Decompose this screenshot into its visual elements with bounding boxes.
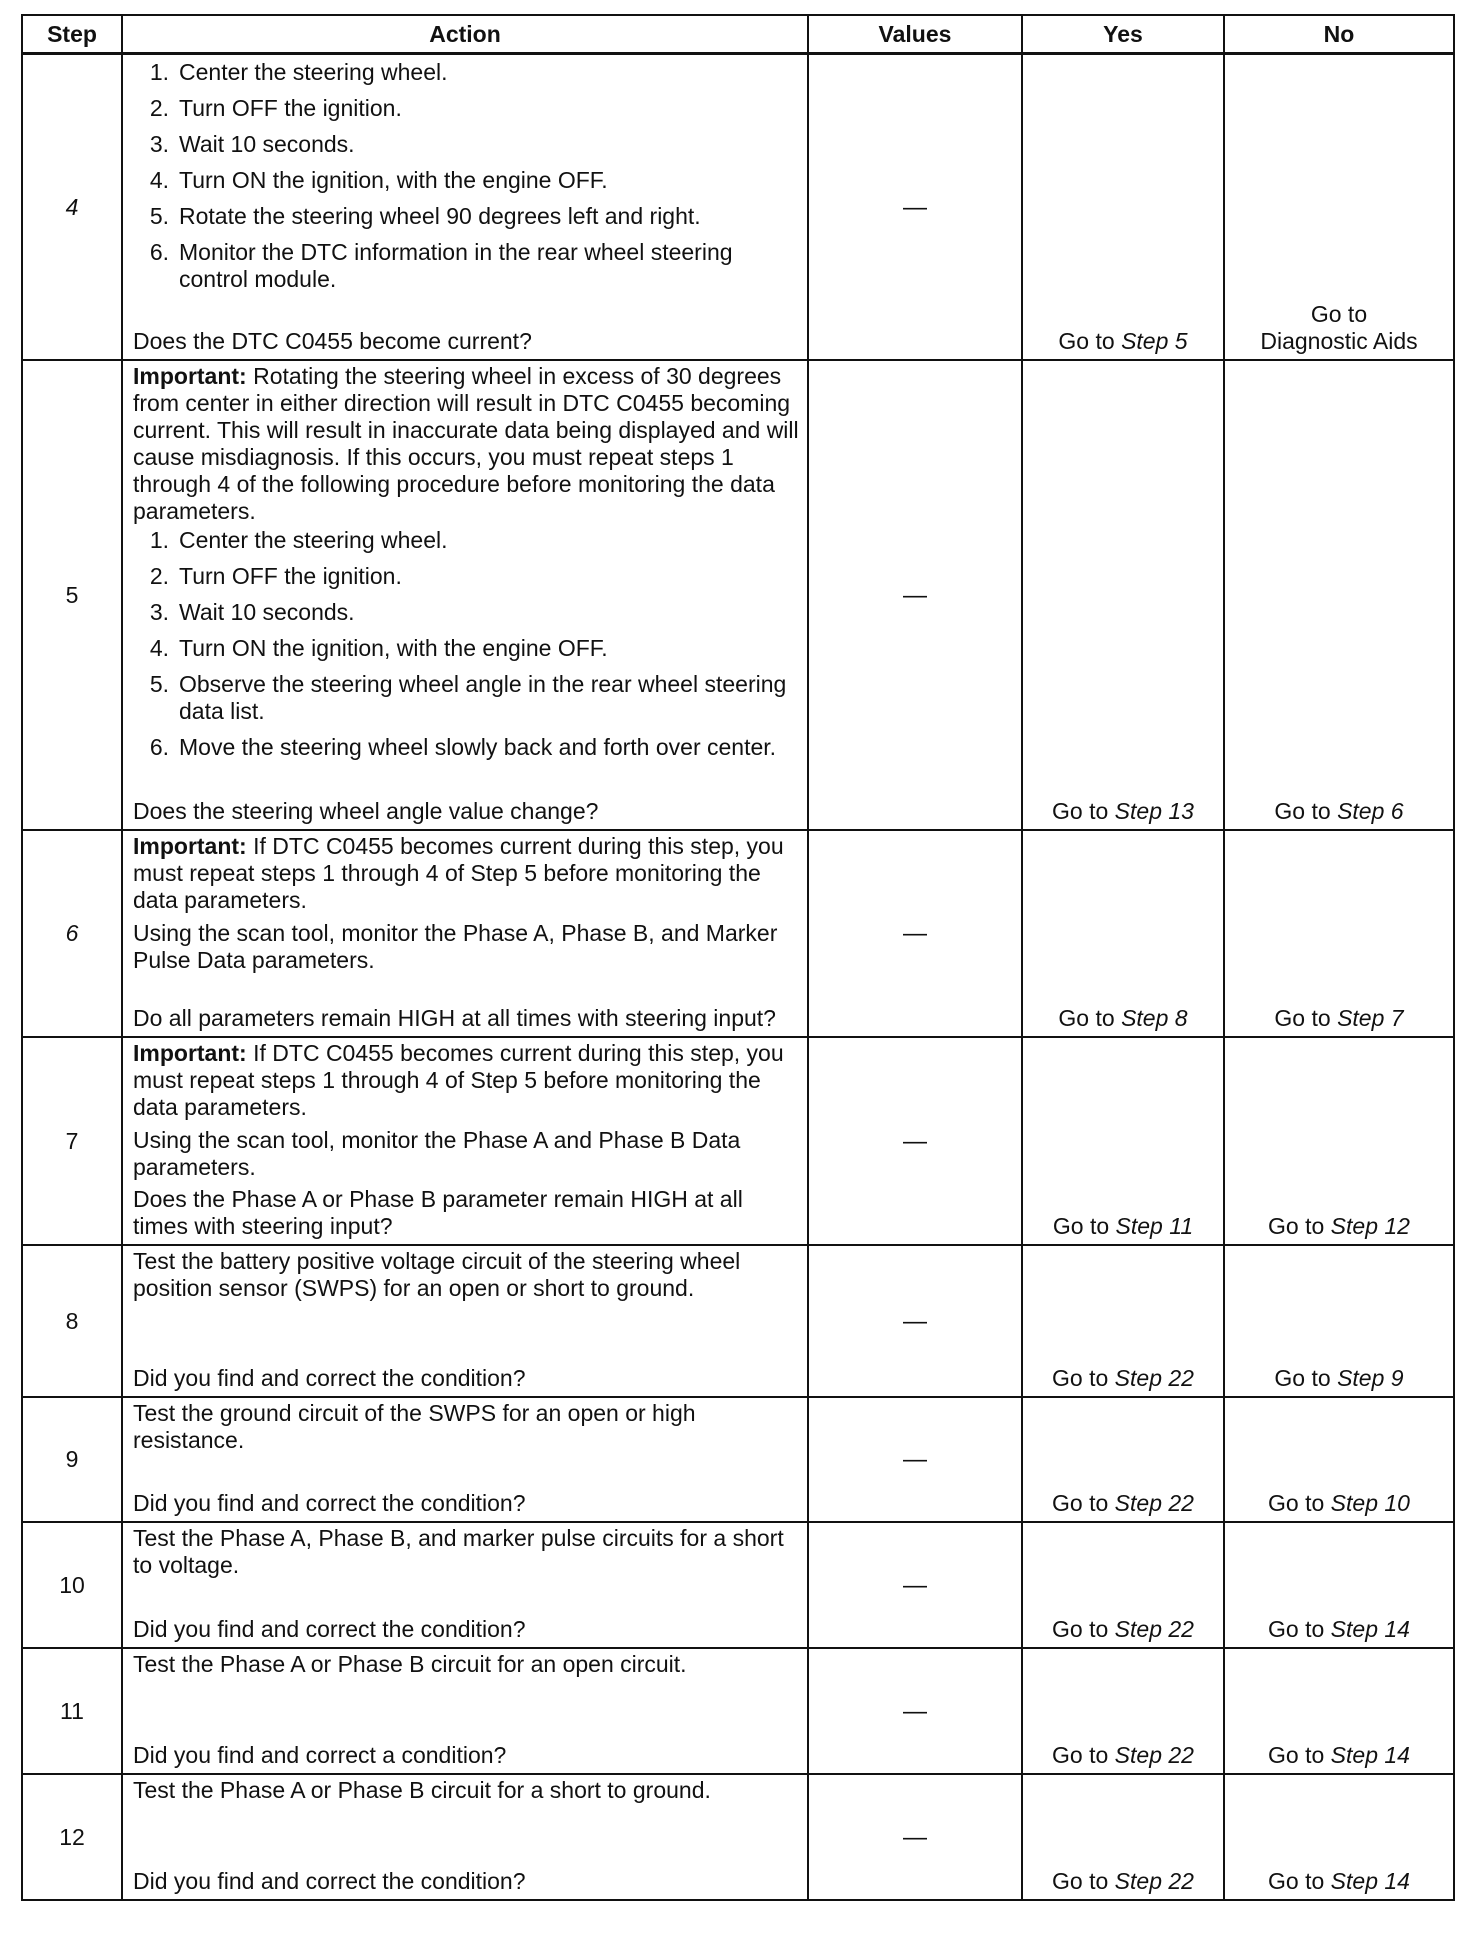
yes-goto[interactable] <box>1052 1742 1194 1768</box>
values-cell: — <box>808 1522 1022 1648</box>
yes-goto[interactable] <box>1058 1005 1187 1031</box>
goto-prefix: Go to <box>1268 1868 1325 1894</box>
yes-step-link[interactable]: Step 22 <box>1114 1365 1194 1391</box>
yes-step-link[interactable]: Step 22 <box>1114 1868 1194 1894</box>
yes-cell <box>1022 1774 1224 1900</box>
procedure-item-number: 1. <box>149 59 169 85</box>
procedure-item-number: 2. <box>149 95 169 121</box>
yes-cell <box>1022 830 1224 1037</box>
spacer <box>133 774 799 798</box>
step-number: 5 <box>22 360 122 830</box>
yes-step-link[interactable]: Step 5 <box>1121 328 1188 354</box>
no-goto[interactable] <box>1268 1213 1410 1239</box>
step-number: 11 <box>22 1648 122 1774</box>
action-paragraph: Test the Phase A or Phase B circuit for a short to ground. <box>133 1777 711 1803</box>
important-label: Important: <box>133 833 247 859</box>
header-values: Values <box>808 15 1022 54</box>
action-question: Did you find and correct the condition? <box>133 1365 526 1391</box>
yes-goto[interactable] <box>1052 1365 1194 1391</box>
action-cell <box>122 54 808 361</box>
values-cell: — <box>808 830 1022 1037</box>
procedure-item-text: Wait 10 seconds. <box>179 131 355 157</box>
important-text: If DTC C0455 becomes current during this step, you must repeat steps 1 through 4 of Step 5 before monitoring the data parameters. <box>133 1040 784 1120</box>
no-goto[interactable] <box>1274 1365 1403 1391</box>
no-step-link[interactable]: Step 6 <box>1337 798 1404 824</box>
no-step-link[interactable]: Step 14 <box>1330 1868 1410 1894</box>
goto-prefix: Go to <box>1268 1213 1325 1239</box>
table-row <box>22 1037 1454 1245</box>
no-step-link[interactable]: Step 12 <box>1330 1213 1410 1239</box>
table-row <box>22 54 1454 361</box>
no-cell <box>1224 830 1454 1037</box>
yes-step-link[interactable]: Step 11 <box>1115 1213 1194 1239</box>
values-cell: — <box>808 1397 1022 1522</box>
no-cell <box>1224 1648 1454 1774</box>
no-cell <box>1224 1245 1454 1397</box>
important-label: Important: <box>133 1040 247 1066</box>
goto-prefix: Go to <box>1268 1616 1325 1642</box>
action-content <box>133 57 799 355</box>
procedure-item-number: 6. <box>149 239 169 265</box>
procedure-item <box>133 203 799 230</box>
yes-cell <box>1022 1522 1224 1648</box>
goto-prefix: Go to <box>1052 1490 1109 1516</box>
procedure-item <box>133 59 799 86</box>
yes-goto[interactable] <box>1052 798 1194 824</box>
important-note <box>133 1040 799 1121</box>
step-number: 9 <box>22 1397 122 1522</box>
table-row <box>22 1648 1454 1774</box>
no-goto[interactable] <box>1268 1490 1410 1516</box>
procedure-item-number: 4. <box>149 167 169 193</box>
procedure-list <box>133 59 799 302</box>
procedure-item-text: Move the steering wheel slowly back and forth over center. <box>179 734 777 760</box>
important-note <box>133 833 799 914</box>
values-cell: — <box>808 1245 1022 1397</box>
procedure-item <box>133 599 799 626</box>
procedure-item <box>133 671 799 725</box>
values-cell: — <box>808 1774 1022 1900</box>
action-content <box>133 1248 799 1392</box>
procedure-item-number: 6. <box>149 734 169 760</box>
action-content <box>133 1525 799 1643</box>
goto-prefix: Go to <box>1052 1365 1109 1391</box>
diagnostic-table <box>21 14 1455 1901</box>
no-cell <box>1224 1037 1454 1245</box>
action-content <box>133 1777 799 1895</box>
action-question: Does the Phase A or Phase B parameter remain HIGH at all times with steering input? <box>133 1186 743 1239</box>
action-question: Did you find and correct the condition? <box>133 1490 526 1516</box>
no-goto[interactable] <box>1274 1005 1403 1031</box>
action-content <box>133 1400 799 1517</box>
procedure-item <box>133 734 799 761</box>
action-paragraph: Test the Phase A or Phase B circuit for an open circuit. <box>133 1651 687 1677</box>
spacer <box>133 974 799 1005</box>
no-cell <box>1224 54 1454 361</box>
goto-prefix: Go to <box>1268 1742 1325 1768</box>
important-text: Rotating the steering wheel in excess of 30 degrees from center in either direction will result in DTC C0455 becoming current. This will result in inaccurate data being displayed and will cause misdiagnosis. If this occurs, you must repeat steps 1 through 4 of the following procedure before monitoring the data parameters. <box>133 363 799 524</box>
step-number: 12 <box>22 1774 122 1900</box>
spacer <box>133 306 799 328</box>
yes-cell <box>1022 1037 1224 1245</box>
goto-prefix: Go to <box>1058 328 1115 354</box>
yes-goto[interactable] <box>1052 1490 1194 1516</box>
yes-step-link[interactable]: Step 22 <box>1114 1616 1194 1642</box>
goto-prefix: Go to <box>1052 1213 1110 1239</box>
action-content <box>133 1651 799 1769</box>
no-goto[interactable] <box>1274 798 1403 824</box>
step-number: 8 <box>22 1245 122 1397</box>
table-row <box>22 1522 1454 1648</box>
action-question: Do all parameters remain HIGH at all times with steering input? <box>133 1005 776 1031</box>
step-number: 7 <box>22 1037 122 1245</box>
action-cell <box>122 1648 808 1774</box>
no-step-link[interactable]: Step 14 <box>1330 1616 1410 1642</box>
no-step-link[interactable]: Step 9 <box>1337 1365 1404 1391</box>
action-cell <box>122 1397 808 1522</box>
action-question: Did you find and correct a condition? <box>133 1742 507 1768</box>
yes-step-link[interactable]: Step 22 <box>1114 1742 1194 1768</box>
procedure-item-number: 4. <box>149 635 169 661</box>
no-step-link[interactable]: Step 14 <box>1330 1742 1410 1768</box>
action-paragraph: Test the ground circuit of the SWPS for an open or high resistance. <box>133 1400 696 1453</box>
yes-goto[interactable] <box>1052 1868 1194 1894</box>
action-question: Does the steering wheel angle value change? <box>133 798 599 824</box>
yes-goto[interactable] <box>1053 1213 1193 1239</box>
procedure-item-text: Observe the steering wheel angle in the rear wheel steering data list. <box>179 671 787 724</box>
procedure-item-text: Rotate the steering wheel 90 degrees left and right. <box>179 203 701 229</box>
action-cell <box>122 360 808 830</box>
step-number: 4 <box>22 54 122 361</box>
spacer <box>133 1804 799 1868</box>
procedure-item <box>133 239 799 293</box>
goto-prefix: Go to <box>1052 1742 1109 1768</box>
action-paragraph: Using the scan tool, monitor the Phase A and Phase B Data parameters. <box>133 1127 741 1180</box>
yes-cell <box>1022 1648 1224 1774</box>
important-label: Important: <box>133 363 247 389</box>
no-cell <box>1224 1397 1454 1522</box>
no-step-link[interactable]: Step 10 <box>1330 1490 1410 1516</box>
table-row <box>22 1774 1454 1900</box>
yes-goto[interactable] <box>1052 1616 1194 1642</box>
procedure-item-text: Center the steering wheel. <box>179 527 448 553</box>
step-number: 6 <box>22 830 122 1037</box>
no-step-link[interactable]: Step 7 <box>1337 1005 1404 1031</box>
action-cell <box>122 830 808 1037</box>
values-cell: — <box>808 1037 1022 1245</box>
no-cell <box>1224 1522 1454 1648</box>
procedure-item-text: Wait 10 seconds. <box>179 599 355 625</box>
action-question: Does the DTC C0455 become current? <box>133 328 532 354</box>
goto-prefix: Go to <box>1274 798 1331 824</box>
goto-prefix: Go to <box>1274 1005 1331 1031</box>
header-yes: Yes <box>1022 15 1224 54</box>
table-header-row <box>22 15 1454 54</box>
procedure-item-text: Center the steering wheel. <box>179 59 448 85</box>
goto-prefix: Go to <box>1268 1490 1325 1516</box>
no-goto[interactable] <box>1268 1616 1410 1642</box>
header-step: Step <box>22 15 122 54</box>
action-question: Did you find and correct the condition? <box>133 1868 526 1894</box>
goto-prefix: Go to <box>1052 1868 1109 1894</box>
action-paragraph: Using the scan tool, monitor the Phase A, Phase B, and Marker Pulse Data parameters. <box>133 920 778 973</box>
procedure-item-number: 3. <box>149 599 169 625</box>
procedure-item-number: 5. <box>149 203 169 229</box>
action-paragraph: Test the battery positive voltage circuit of the steering wheel position sensor (SWPS) for an open or short to ground. <box>133 1248 741 1301</box>
action-cell <box>122 1522 808 1648</box>
yes-goto[interactable] <box>1058 328 1187 354</box>
procedure-item-text: Monitor the DTC information in the rear wheel steering control module. <box>179 239 733 292</box>
action-paragraph: Test the Phase A, Phase B, and marker pulse circuits for a short to voltage. <box>133 1525 784 1578</box>
no-cell <box>1224 360 1454 830</box>
yes-cell <box>1022 360 1224 830</box>
yes-step-link[interactable]: Step 8 <box>1121 1005 1188 1031</box>
procedure-item-text: Turn OFF the ignition. <box>179 95 402 121</box>
procedure-item-number: 5. <box>149 671 169 697</box>
procedure-list <box>133 527 799 770</box>
procedure-item-text: Turn OFF the ignition. <box>179 563 402 589</box>
yes-cell <box>1022 1397 1224 1522</box>
procedure-item <box>133 563 799 590</box>
values-cell: — <box>808 54 1022 361</box>
procedure-item-number: 2. <box>149 563 169 589</box>
action-question: Did you find and correct the condition? <box>133 1616 526 1642</box>
action-content <box>133 1040 799 1240</box>
yes-cell <box>1022 1245 1224 1397</box>
procedure-item <box>133 527 799 554</box>
no-goto[interactable] <box>1268 1868 1410 1894</box>
yes-step-link[interactable]: Step 22 <box>1114 1490 1194 1516</box>
table-row <box>22 1397 1454 1522</box>
procedure-item-number: 3. <box>149 131 169 157</box>
action-cell <box>122 1774 808 1900</box>
procedure-item-number: 1. <box>149 527 169 553</box>
procedure-item <box>133 635 799 662</box>
header-action: Action <box>122 15 808 54</box>
spacer <box>133 1454 799 1490</box>
table-row <box>22 360 1454 830</box>
values-cell: — <box>808 360 1022 830</box>
spacer <box>133 1302 799 1365</box>
procedure-item <box>133 95 799 122</box>
table-body <box>22 54 1454 1901</box>
procedure-item-text: Turn ON the ignition, with the engine OFF. <box>179 635 608 661</box>
no-goto[interactable] <box>1268 1742 1410 1768</box>
goto-prefix: Go to <box>1274 1365 1331 1391</box>
important-note <box>133 363 799 525</box>
important-text: If DTC C0455 becomes current during this step, you must repeat steps 1 through 4 of Step 5 before monitoring the data parameters. <box>133 833 784 913</box>
goto-prefix: Go to <box>1058 1005 1115 1031</box>
step-number: 10 <box>22 1522 122 1648</box>
procedure-item <box>133 131 799 158</box>
yes-cell <box>1022 54 1224 361</box>
goto-prefix: Go to <box>1052 1616 1109 1642</box>
yes-step-link[interactable]: Step 13 <box>1114 798 1194 824</box>
action-content <box>133 363 799 825</box>
action-content <box>133 833 799 1032</box>
goto-prefix: Go to <box>1052 798 1109 824</box>
no-cell <box>1224 1774 1454 1900</box>
procedure-item-text: Turn ON the ignition, with the engine OFF. <box>179 167 608 193</box>
action-cell <box>122 1245 808 1397</box>
table-row <box>22 1245 1454 1397</box>
procedure-item <box>133 167 799 194</box>
no-goto-diagnostic-aids[interactable]: Go to Diagnostic Aids <box>1260 301 1418 354</box>
table-row <box>22 830 1454 1037</box>
action-cell <box>122 1037 808 1245</box>
values-cell: — <box>808 1648 1022 1774</box>
header-no: No <box>1224 15 1454 54</box>
spacer <box>133 1678 799 1742</box>
spacer <box>133 1579 799 1616</box>
